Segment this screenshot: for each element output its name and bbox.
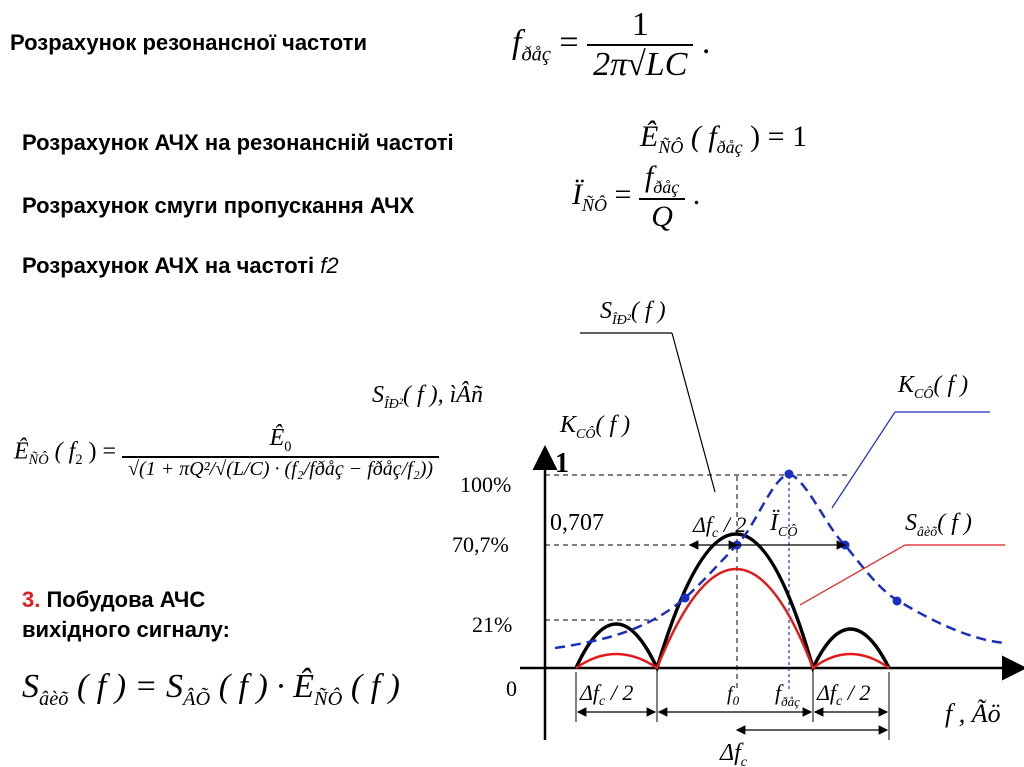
heading-build-line2: вихідного сигналу:: [22, 617, 230, 642]
s-in-top-label: $S_{ÎÐ^2}$( f ): [600, 298, 666, 328]
formula-resonant-frequency: $f_{ðåç}$ = $\frac{1}{2\pi√LC}$ .: [512, 6, 711, 83]
tick-0707: 0,707: [550, 510, 604, 536]
f-res-label: $f_{ðåç}$: [775, 680, 800, 709]
formula-bandwidth: $Ï_{ÑÔ}$ = $\frac{f_{ðåç}}{Q}$ .: [572, 160, 701, 233]
filter-afc-curve: [555, 474, 1005, 648]
y-axis-label: $S_{ÎÐ^2}$( f ), ìÂñ: [372, 382, 483, 412]
formula-afc-at-resonance: $Ê_{ÑÔ}$ ( $f_{ðåç}$ ) = 1: [640, 120, 808, 157]
heading-build-line1: Побудова АЧС: [46, 587, 206, 612]
tick-707: 70,7%: [452, 532, 509, 557]
heading-afc-at-f2-text: Розрахунок АЧХ на частоті: [22, 253, 315, 278]
heading-build-number: 3.: [22, 587, 41, 612]
tick-0: 0: [506, 676, 517, 701]
heading-afc-at-resonance: Розрахунок АЧХ на резонансній частоті: [22, 130, 454, 155]
formula-afc-at-f2: $Ê_{ÑÔ}$ ( $f_2$ ) = $\frac{Ê_0}{\text{√(1 + πQ²/√(L/C) · (f₂/fðåç − fðåç/f₂))}}$: [14, 425, 439, 481]
delta-fc-label: $\Delta f_c$: [720, 740, 747, 767]
x-axis-label: f , Ãö: [945, 699, 1001, 728]
output-spectrum-curve: [576, 569, 889, 668]
k-left-label: $K_{CÔ}$( f ): [560, 412, 631, 442]
tick-21: 21%: [472, 612, 513, 637]
s-in-pointer-diag: [672, 333, 715, 492]
half-band-label: $\Delta f_c / 2$: [693, 512, 747, 541]
tick-100: 100%: [460, 472, 512, 497]
k-right-label: $K_{CÔ}$( f ): [898, 372, 969, 402]
one-label: 1: [555, 448, 569, 479]
f-res-numerator: 1: [587, 6, 693, 46]
filter-point-3: [785, 470, 794, 479]
formula-output-spectrum: $S_{âèõ}$ ( f ) = $S_{ÂÕ}$ ( f ) · $Ê_{ÑÔ}$ ( f ): [22, 668, 400, 710]
passband-label: $Ï_{CÔ}$: [770, 510, 798, 540]
f-res-denominator: 2π√LC: [593, 46, 688, 83]
filter-point-5: [893, 597, 902, 606]
right-lobe-label: $\Delta f_c / 2$: [817, 680, 871, 709]
heading-resonant-frequency: Розрахунок резонансної частоти: [10, 30, 367, 55]
left-lobe-label: $\Delta f_c / 2$: [580, 680, 634, 709]
heading-afc-at-f2-var: f2: [320, 253, 339, 278]
k-right-pointer-diag: [832, 412, 895, 508]
input-spectrum-curve: [576, 534, 889, 668]
filter-point-1: [681, 594, 690, 603]
s-out-label: $S_{âèõ}$( f ): [905, 510, 972, 540]
heading-bandwidth: Розрахунок смуги пропускання АЧХ: [22, 193, 415, 218]
f0-label: $f_0$: [727, 683, 740, 708]
